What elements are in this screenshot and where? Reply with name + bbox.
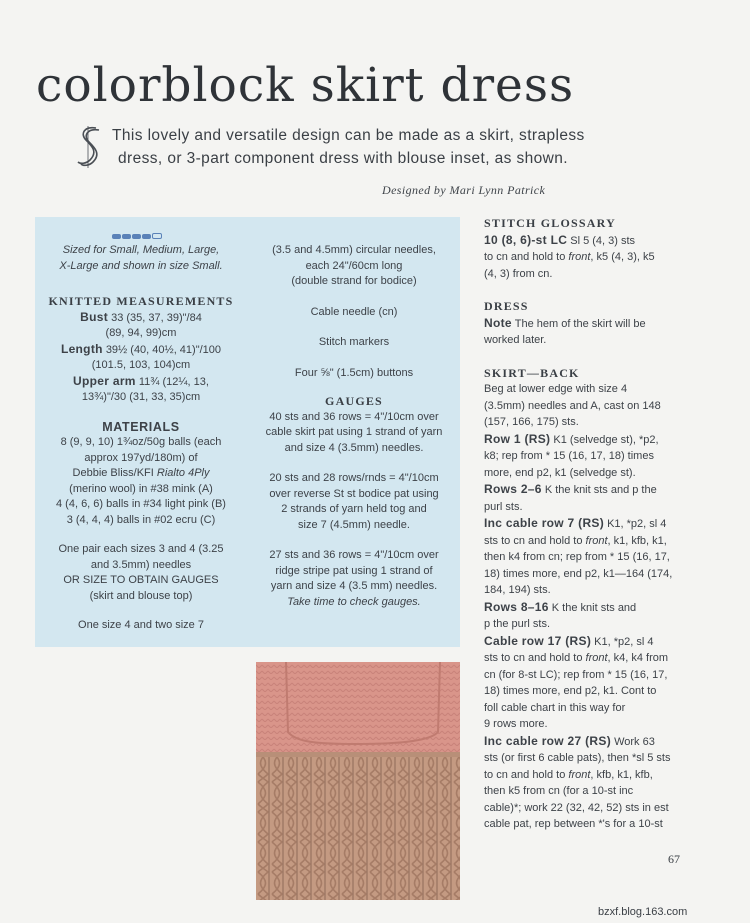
lc-text: Sl 5 (4, 3) sts (567, 234, 636, 247)
page-title: colorblock skirt dress (36, 58, 575, 113)
instruction-line: sts to cn and hold to (484, 534, 586, 547)
instruction-line: K1 (selvedge st), *p2, (550, 433, 659, 446)
upper-arm-value: 13¾)"/30 (31, 33, 35)cm (81, 391, 201, 403)
intro-line-1: This lovely and versatile design can be made as a skirt, strapless (112, 127, 585, 144)
instruction-line: cable pat, rep between *'s for a 10-st (484, 818, 663, 830)
instruction-line: , kfb, k1, kfb, (590, 768, 653, 781)
lc-label: 10 (8, 6)-st LC (484, 232, 568, 247)
circular-needles-line: One size 4 and two size 7 (78, 619, 204, 631)
intro-text (112, 124, 632, 170)
instructions-column (484, 215, 684, 833)
circular-needles-line: (3.5 and 4.5mm) circular needles, (272, 244, 436, 256)
instruction-line: , k1, kfb, k1, (607, 534, 667, 547)
materials-column (42, 243, 240, 634)
lc-text: front (568, 251, 591, 263)
instruction-line: p the purl sts. (484, 618, 551, 630)
row-label: Inc cable row 27 (RS) (484, 733, 612, 748)
upper-arm-label: Upper arm (73, 373, 136, 388)
materials-line: approx 197yd/180m) of (84, 451, 198, 464)
gauges-heading: GAUGES (325, 394, 383, 408)
length-label: Length (60, 341, 103, 356)
lc-text: , k5 (4, 3), k5 (590, 251, 655, 263)
bust-label: Bust (80, 309, 109, 324)
instruction-line: (157, 166, 175) sts. (484, 416, 579, 428)
yarn-name: Rialto 4Ply (156, 467, 210, 479)
row-label: Row 1 (RS) (484, 431, 551, 446)
skill-level-indicator (112, 226, 163, 244)
row-label: Rows 2–6 (484, 482, 542, 496)
skirt-back-heading: SKIRT—BACK (484, 365, 580, 380)
level-bar-icon (132, 234, 141, 239)
instruction-line: 18) times more, end p2, k1. Cont to (484, 685, 657, 697)
instruction-line: , k4, k4 from (607, 652, 669, 664)
instruction-line: Work 63 (611, 735, 655, 748)
instruction-line: front (568, 768, 591, 781)
row-label: Inc cable row 7 (RS) (484, 516, 605, 530)
gauge-line: ridge stripe pat using 1 strand of (275, 564, 433, 577)
materials-line: 4 (4, 6, 6) balls in #34 light pink (B) (56, 498, 226, 510)
instruction-line: K1, *p2, sl 4 (591, 635, 654, 648)
gauge-line: yarn and size 4 (3.5 mm) needles. (270, 580, 438, 592)
intro-line-2: dress, or 3-part component dress with blouse inset, as shown. (118, 150, 568, 167)
instruction-line: Beg at lower edge with size 4 (484, 383, 628, 395)
yarn-brand: Debbie Bliss/KFI (72, 467, 157, 479)
instruction-line: 9 rows more. (484, 718, 548, 730)
materials-heading: MATERIALS (102, 419, 180, 434)
dress-heading: DRESS (484, 299, 529, 313)
gauges-column (250, 243, 458, 610)
instruction-line: then k5 from cn (for a 10-st inc (484, 785, 634, 797)
needles-line: One pair each sizes 3 and 4 (3.25 (58, 543, 224, 555)
materials-line: (merino wool) in #38 mink (A) (69, 482, 213, 495)
instruction-line: 18) times more, end p2, k1—164 (174, (484, 567, 673, 580)
needles-line: and 3.5mm) needles (90, 558, 192, 571)
length-value: 39½ (40, 40½, 41)"/100 (105, 343, 222, 356)
instruction-line: sts (or first 6 cable pats), then *sl 5 sts (484, 752, 671, 764)
page-number: 67 (668, 852, 680, 866)
measurements-heading: KNITTED MEASUREMENTS (48, 294, 234, 308)
decorative-s-icon (74, 124, 104, 170)
instruction-line: to cn and hold to (484, 768, 569, 781)
row-label: Cable row 17 (RS) (484, 633, 592, 648)
note-text: The hem of the skirt will be (511, 317, 646, 330)
instruction-line: cn (for 8-st LC); rep from * 15 (16, 17, (484, 668, 668, 681)
instruction-line: foll cable chart in this way for (484, 701, 626, 714)
instruction-line: K the knit sts and p the (541, 484, 657, 496)
instruction-line: k8; rep from * 15 (16, 17, 18) times (484, 450, 654, 462)
needles-line: (skirt and blouse top) (89, 589, 193, 602)
length-value: (101.5, 103, 104)cm (91, 359, 191, 371)
materials-line: 8 (9, 9, 10) 1¾oz/50g balls (each (60, 436, 222, 448)
level-bar-empty-icon (152, 233, 162, 239)
instruction-line: K1, *p2, sl 4 (604, 518, 667, 530)
instruction-line: then k4 from cn; rep from * 15 (16, 17, (484, 551, 670, 563)
lc-text: (4, 3) from cn. (484, 267, 553, 280)
gauge-line: and size 4 (3.5mm) needles. (284, 441, 424, 454)
knit-swatch-photo (256, 662, 460, 900)
level-bar-icon (122, 234, 131, 239)
level-bar-icon (112, 234, 121, 239)
gauge-check-note: Take time to check gauges. (287, 595, 421, 608)
materials-line: 3 (4, 4, 4) balls in #02 ecru (C) (66, 513, 216, 526)
needles-line: OR SIZE TO OBTAIN GAUGES (63, 574, 219, 586)
bust-value: 33 (35, 37, 39)"/84 (111, 311, 202, 324)
bust-value: (89, 94, 99)cm (105, 327, 177, 339)
row-label: Rows 8–16 (484, 599, 549, 614)
gauge-line: 2 strands of yarn held tog and (281, 503, 427, 515)
level-bar-icon (142, 234, 151, 239)
instruction-line: more, end p2, k1 (selvedge st). (484, 466, 636, 479)
instruction-line: purl sts. (484, 500, 523, 513)
instruction-line: sts to cn and hold to (484, 652, 586, 664)
designer-byline: Designed by Mari Lynn Patrick (382, 183, 546, 197)
instruction-line: cable)*; work 22 (32, 42, 52) sts in est (484, 801, 669, 814)
upper-arm-value: 11¾ (12¼, 13, (138, 375, 209, 388)
gauge-line: 40 sts and 36 rows = 4"/10cm over (269, 410, 439, 423)
gauge-line: size 7 (4.5mm) needle. (298, 518, 410, 531)
sizes-line: Sized for Small, Medium, Large, (62, 244, 220, 256)
watermark-text: bzxf.blog.163.com (598, 906, 688, 918)
gauge-line: 20 sts and 28 rows/rnds = 4"/10cm (269, 472, 439, 484)
cable-needle-line: Cable needle (cn) (310, 305, 398, 318)
buttons-line: Four ⅝" (1.5cm) buttons (294, 366, 414, 379)
lc-text: to cn and hold to (484, 251, 569, 263)
stitch-glossary-heading: STITCH GLOSSARY (484, 216, 616, 230)
note-label: Note (484, 315, 512, 330)
sizes-line: X-Large and shown in size Small. (59, 259, 223, 272)
instruction-line: 184, 194) sts. (484, 584, 551, 596)
gauge-line: cable skirt pat using 1 strand of yarn (265, 426, 443, 438)
gauge-line: over reverse St st bodice pat using (269, 487, 439, 500)
note-text: worked later. (484, 334, 547, 346)
instruction-line: front (585, 534, 608, 547)
circular-needles-line: each 24"/60cm long (305, 259, 403, 272)
instruction-line: K the knit sts and (548, 601, 637, 614)
circular-needles-line: (double strand for bodice) (291, 275, 417, 287)
instruction-line: front (585, 652, 608, 664)
gauge-line: 27 sts and 36 rows = 4"/10cm over (269, 549, 439, 561)
instruction-line: (3.5mm) needles and A, cast on 148 (484, 399, 661, 412)
stitch-markers-line: Stitch markers (318, 336, 390, 348)
